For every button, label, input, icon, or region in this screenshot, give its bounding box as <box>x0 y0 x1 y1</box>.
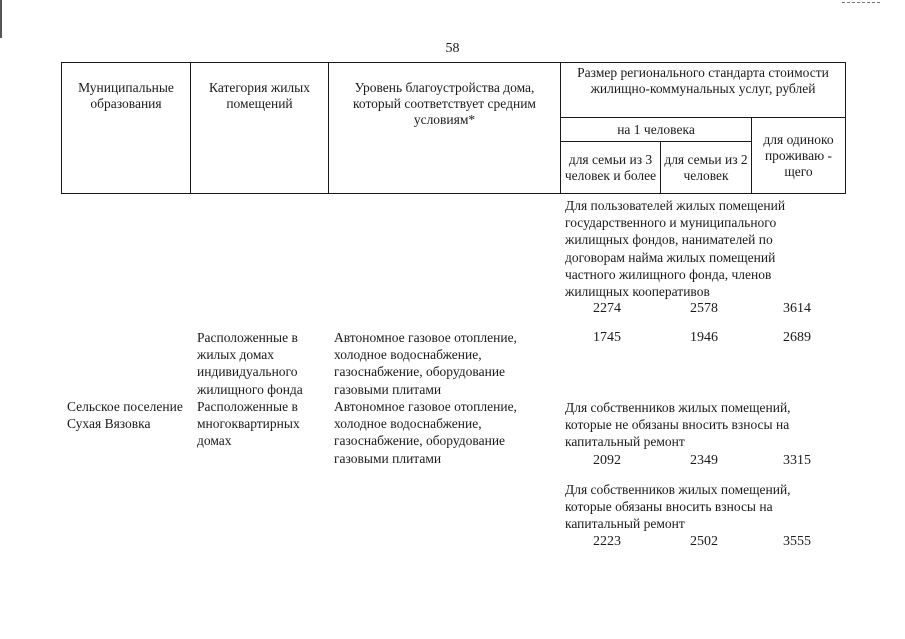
individual-improvement: Автономное газовое отопление, холодное водоснабжение, газоснабжение, оборудование газовыми плитами <box>334 330 517 397</box>
header-family-2: для семьи из 2 человек <box>661 142 752 194</box>
header-per-person: на 1 человека <box>561 118 752 142</box>
municipality-name: Сельское поселение Сухая Вязовка <box>67 399 183 432</box>
state-users-value-family2: 2578 <box>690 301 718 316</box>
state-users-value-single: 3614 <box>783 301 811 316</box>
header-municipality: Муниципальные образования <box>62 63 191 194</box>
owners-obliged-value-family3: 2223 <box>593 534 621 549</box>
state-users-value-family3: 2274 <box>593 301 621 316</box>
owners-exempt-value-family2: 2349 <box>690 453 718 468</box>
owners-obliged-description: Для собственников жилых помещений, которые обязаны вносить взносы на капитальный ремонт <box>565 482 791 532</box>
owners-obliged-value-single: 3555 <box>783 534 811 549</box>
header-standard: Размер регионального стандарта стоимости жилищно-коммунальных услуг, рублей <box>561 63 846 118</box>
individual-category: Расположенные в жилых домах индивидуального жилищного фонда <box>197 330 303 397</box>
header-family-3plus: для семьи из 3 человек и более <box>561 142 661 194</box>
individual-value-family2: 1946 <box>690 330 718 345</box>
apartment-improvement: Автономное газовое отопление, холодное водоснабжение, газоснабжение, оборудование газовыми плитами <box>334 399 517 466</box>
individual-value-single: 2689 <box>783 330 811 345</box>
owners-exempt-description: Для собственников жилых помещений, которые не обязаны вносить взносы на капитальный ремонт <box>565 400 791 450</box>
owners-exempt-value-single: 3315 <box>783 453 811 468</box>
table-header <box>61 62 846 194</box>
scan-edge-mark <box>0 0 2 38</box>
header-category: Категория жилых помещений <box>191 63 329 194</box>
owners-exempt-value-family3: 2092 <box>593 453 621 468</box>
header-improvement: Уровень благоустройства дома, который соответствует средним условиям* <box>329 63 561 194</box>
page-number: 58 <box>445 41 460 56</box>
individual-value-family3: 1745 <box>593 330 621 345</box>
scan-corner-mark <box>842 2 880 4</box>
apartment-category: Расположенные в многоквартирных домах <box>197 399 300 449</box>
header-single: для одиноко проживаю - щего <box>752 118 846 194</box>
state-users-description: Для пользователей жилых помещений государственного и муниципального жилищных фондов, нанимателей по договорам найма жилых помещений частного жилищного фонда, членов жилищных кооперативов <box>565 198 786 300</box>
owners-obliged-value-family2: 2502 <box>690 534 718 549</box>
